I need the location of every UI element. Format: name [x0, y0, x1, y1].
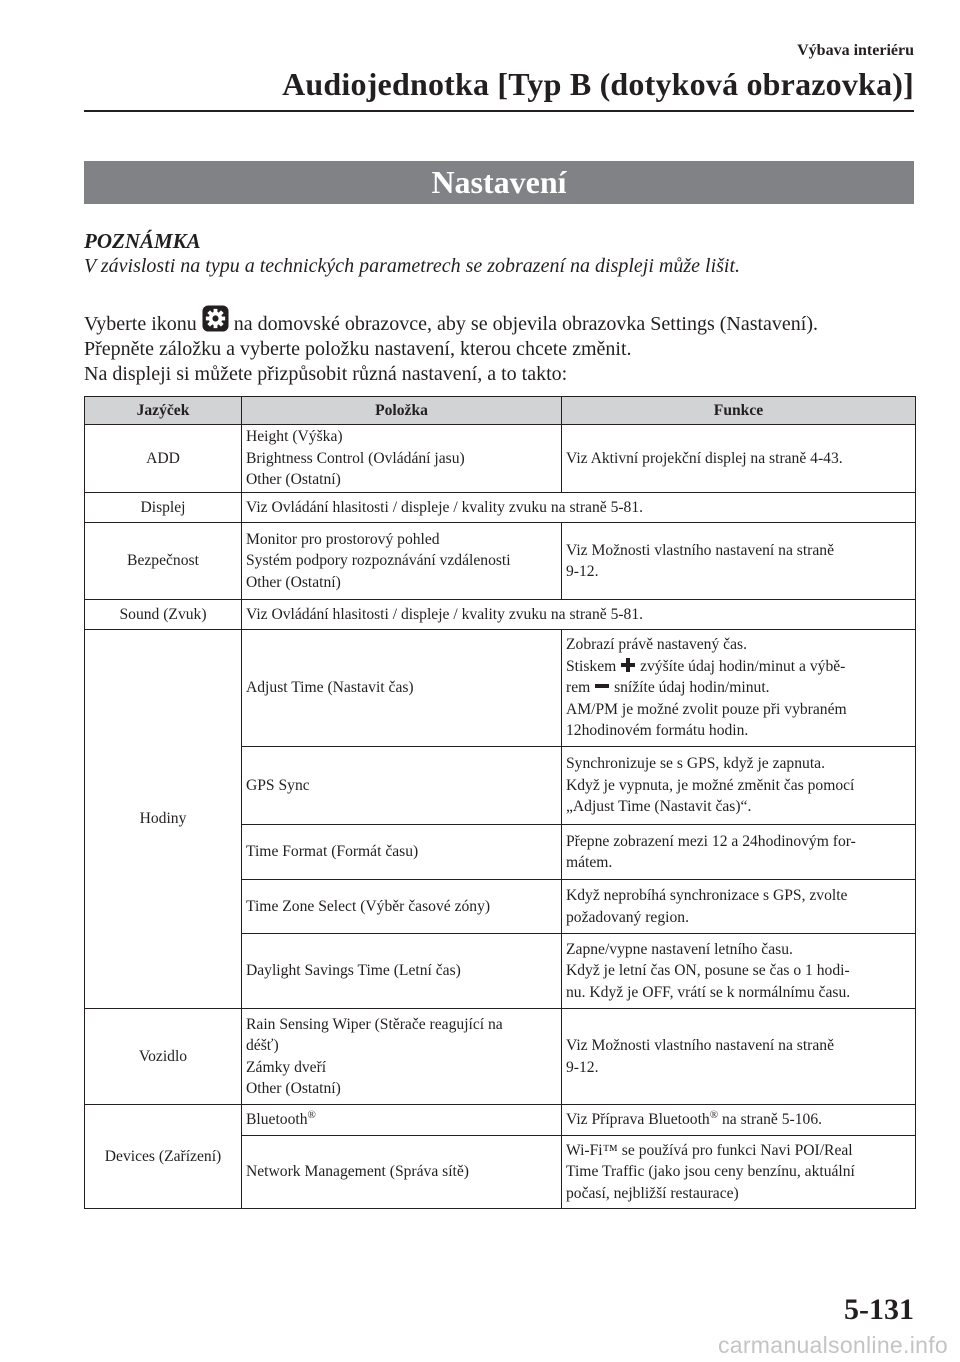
function-line [566, 656, 911, 678]
function-line: počasí, nejbližší restaurace) [566, 1184, 739, 1202]
item-cell: Adjust Time (Nastavit čas) [242, 630, 562, 747]
registered-mark: ® [709, 1109, 719, 1122]
function-line: 9-12. [566, 1058, 599, 1076]
table-row [85, 1009, 916, 1105]
intro-text-after-icon: na domovské obrazovce, aby se objevila obrazovka Settings (Nastavení). [233, 313, 819, 335]
registered-mark: ® [307, 1109, 316, 1122]
item-cell [242, 425, 562, 493]
note-text: V závislosti na typu a technických parametrech se zobrazení na displeji může lišit. [84, 255, 741, 277]
section-label: Výbava interiéru [797, 42, 914, 59]
function-line: Zobrazí právě nastavený čas. [566, 636, 747, 654]
header-rule [84, 110, 914, 112]
item-line: déšť) [246, 1037, 279, 1054]
function-cell [562, 825, 916, 880]
column-header-item: Položka [242, 397, 562, 425]
function-line: Když je letní čas ON, posune se čas o 1 hodi- [566, 962, 850, 980]
function-line [566, 677, 911, 699]
table-row [85, 630, 916, 747]
column-header-function: Funkce [562, 397, 916, 425]
section-banner [84, 161, 914, 204]
function-line: AM/PM je možné zvolit pouze při vybraném [566, 700, 847, 718]
item-cell: Time Format (Formát času) [242, 825, 562, 880]
function-line: Time Traffic (jako jsou ceny benzínu, aktuální [566, 1163, 855, 1181]
tab-cell-displej: Displej [85, 493, 242, 523]
function-line: 9-12. [566, 563, 599, 580]
item-line: Rain Sensing Wiper (Stěrače reagující na [246, 1015, 503, 1033]
function-text: Stiskem [566, 657, 617, 675]
function-line: Přepne zobrazení mezi 12 a 24hodinovým for- [566, 832, 856, 850]
tab-cell-add: ADD [85, 425, 242, 493]
plus-icon [621, 658, 635, 672]
tab-cell-devices: Devices (Zařízení) [85, 1105, 242, 1209]
function-line: Viz Možnosti vlastního nastavení na straně [566, 541, 834, 559]
table-row [85, 1105, 916, 1136]
function-text: snížíte údaj hodin/minut. [614, 679, 770, 697]
function-text: na straně 5-106. [721, 1111, 823, 1129]
item-text: Bluetooth [246, 1111, 308, 1129]
function-cell [562, 630, 916, 747]
minus-icon [595, 679, 609, 693]
intro-line-2: Přepněte záložku a vyberte položku nastavení, kterou chcete změnit. [84, 338, 632, 360]
settings-table [84, 396, 916, 1209]
intro-line-1 [84, 305, 924, 337]
item-cell [242, 1105, 562, 1136]
item-line: Other (Ostatní) [246, 471, 341, 489]
function-line: Synchronizuje se s GPS, když je zapnuta. [566, 755, 825, 773]
function-cell: Viz Ovládání hlasitosti / displeje / kvality zvuku na straně 5-81. [242, 600, 916, 630]
function-line: Wi-Fi™ se používá pro funkci Navi POI/Real [566, 1141, 853, 1159]
banner-title: Nastavení [431, 164, 567, 200]
table-row [85, 493, 916, 523]
function-cell [562, 934, 916, 1009]
function-line: Viz Možnosti vlastního nastavení na straně [566, 1037, 834, 1054]
function-cell [562, 523, 916, 600]
table-row [85, 523, 916, 600]
function-line: požadovaný region. [566, 908, 689, 926]
tab-cell-bezpecnost: Bezpečnost [85, 523, 242, 600]
item-line: Other (Ostatní) [246, 1080, 341, 1097]
intro-line-3: Na displeji si můžete přizpůsobit různá nastavení, a to takto: [84, 363, 568, 385]
item-line: Height (Výška) [246, 428, 343, 446]
function-text: Viz Příprava Bluetooth [566, 1111, 710, 1129]
function-line: Když neprobíhá synchronizace s GPS, zvolte [566, 887, 848, 904]
table-row [85, 425, 916, 493]
item-cell: Network Management (Správa sítě) [242, 1136, 562, 1209]
function-cell: Viz Aktivní projekční displej na straně 4-43. [562, 425, 916, 493]
item-cell: GPS Sync [242, 747, 562, 825]
tab-cell-sound: Sound (Zvuk) [85, 600, 242, 630]
item-cell: Time Zone Select (Výběr časové zóny) [242, 880, 562, 934]
function-text: rem [566, 679, 591, 697]
function-cell [562, 1105, 916, 1136]
item-line: Systém podpory rozpoznávání vzdálenosti [246, 552, 511, 570]
item-cell: Daylight Savings Time (Letní čas) [242, 934, 562, 1009]
function-cell: Viz Ovládání hlasitosti / displeje / kvality zvuku na straně 5-81. [242, 493, 916, 523]
function-cell [562, 880, 916, 934]
intro-text-before-icon: Vyberte ikonu [84, 313, 197, 335]
page-number: 5-131 [844, 1293, 914, 1326]
item-line: Other (Ostatní) [246, 573, 341, 591]
function-line: Když je vypnuta, je možné změnit čas pomocí [566, 776, 855, 794]
function-line: „Adjust Time (Nastavit čas)“. [566, 798, 752, 816]
function-cell [562, 1009, 916, 1105]
function-line: nu. Když je OFF, vrátí se k normálnímu času. [566, 983, 851, 1001]
function-line: 12hodinovém formátu hodin. [566, 722, 749, 740]
item-cell [242, 523, 562, 600]
function-cell [562, 1136, 916, 1209]
table-header-row [85, 397, 916, 425]
table-row [85, 600, 916, 630]
function-line: Zapne/vypne nastavení letního času. [566, 940, 793, 958]
chapter-title: Audiojednotka [Typ B (dotyková obrazovka)] [282, 66, 914, 102]
note-heading: POZNÁMKA [84, 229, 201, 253]
function-line: mátem. [566, 854, 613, 871]
item-line: Monitor pro prostorový pohled [246, 530, 440, 548]
tab-cell-vozidlo: Vozidlo [85, 1009, 242, 1105]
gear-icon [202, 305, 229, 332]
function-cell [562, 747, 916, 825]
intro-paragraph [84, 305, 924, 387]
item-cell [242, 1009, 562, 1105]
watermark: carmanualsonline.info [717, 1332, 948, 1358]
function-text: zvýšíte údaj hodin/minut a výbě- [640, 657, 846, 675]
item-line: Zámky dveří [246, 1058, 327, 1076]
item-line: Brightness Control (Ovládání jasu) [246, 449, 465, 467]
tab-cell-hodiny: Hodiny [85, 630, 242, 1009]
column-header-tab: Jazýček [85, 397, 242, 425]
